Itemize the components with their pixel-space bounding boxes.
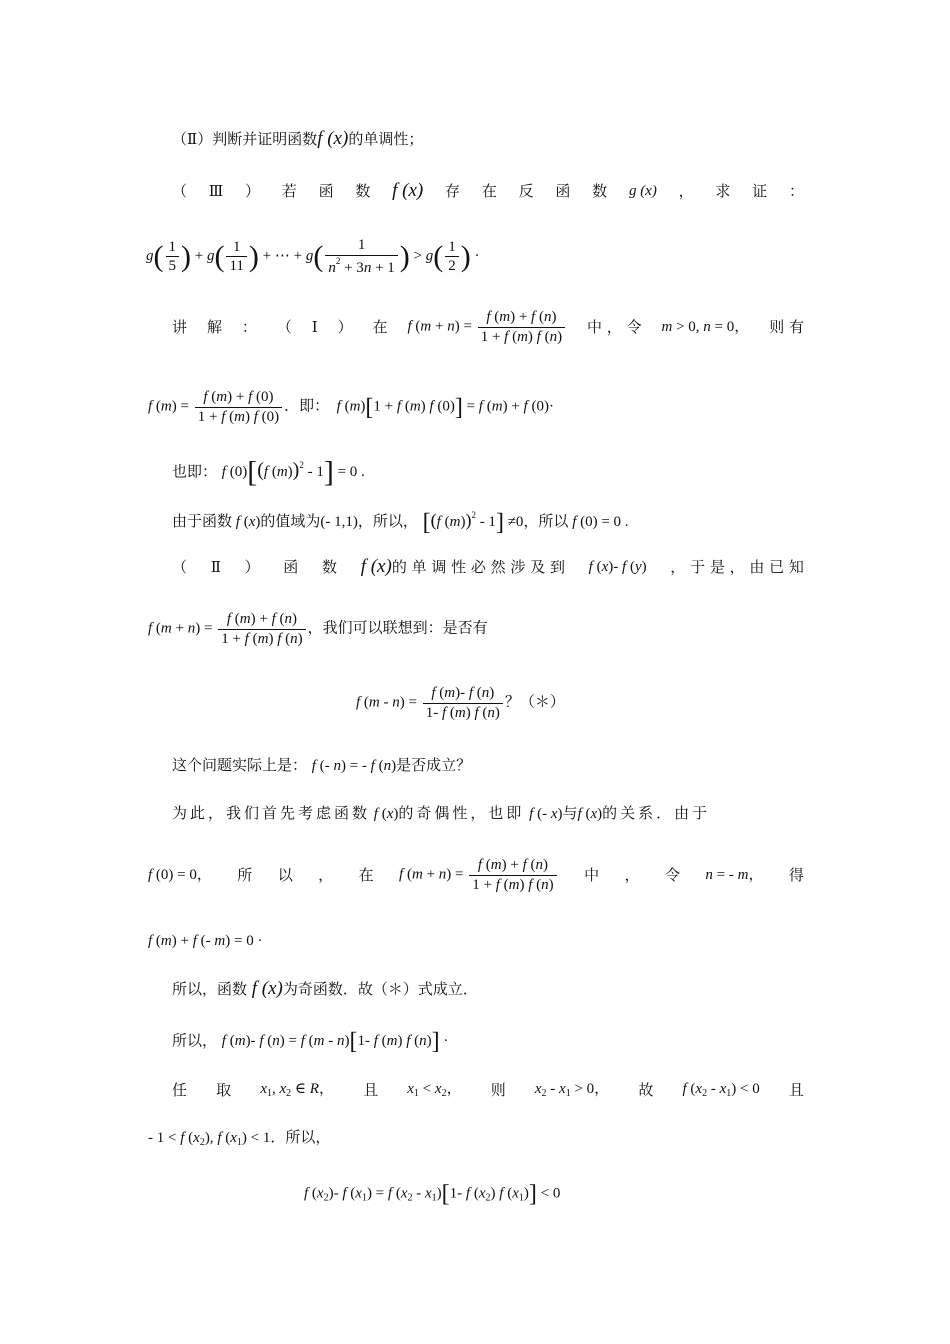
text: 则 有 [769, 318, 804, 337]
line-explain-i [172, 308, 804, 347]
text: 的 单 调 性 必 然 涉 及 到 [391, 558, 565, 576]
char: ） [337, 318, 353, 337]
text: 为奇函数．故（＊）式成立． [282, 980, 478, 998]
text: ，所以 [523, 512, 569, 530]
char: 函 [555, 182, 571, 201]
formula-fx: f (x) [317, 128, 349, 149]
char: （ [276, 318, 292, 337]
line-final-inequality: f $(x_2)-$ f $(x_1) = f$ $(x_2 - x_1)[1-$ f $(x_2)$ f $(x_1)] < 0$ [304, 1181, 561, 1207]
char: 任 [172, 1081, 188, 1099]
char: ： [788, 182, 804, 201]
text: 且 [363, 1081, 379, 1099]
char: 若 [281, 182, 297, 201]
text: ，所以， [357, 512, 418, 530]
text: ．所以， [270, 1128, 331, 1146]
text: ， 于 是 ， 由 已 知 [670, 558, 804, 577]
text: 与 [562, 804, 578, 822]
text: 的值域为 [260, 512, 321, 530]
line-fm-f0: f (m) = $\frac{f (m) + f (0)}{1 + f (m) f (0)}$ ．即： f (m)[1 + f (m) f (0)] = f (m) + f (0)· [148, 389, 554, 425]
char: ， [318, 866, 334, 885]
text: 且 [788, 1081, 804, 1099]
char: Ⅰ [311, 318, 318, 337]
char: ： [241, 318, 257, 337]
char: 讲 [172, 318, 188, 337]
text: 为此，我们首先考虑函数 [172, 804, 371, 822]
formula-inequality: g( $\frac{1}{5}$ ) + g( $\frac{1}{11}$ ) + ⋯ + g( $\frac{1}{n^2 + 3n + 1}$ ) > g( $\frac{1}{2}$ ) · [146, 237, 480, 276]
line-take-x: 任 取 $x_1$, $x_2$ ∈ R， 且 $x_1 < x_2$， 则 $x_2 - x_1 > 0$， 故 f $(x_2 - x_1) < 0$ 且 [172, 1081, 804, 1099]
line-part-ii [172, 128, 423, 151]
text: 的奇偶性，也即 [398, 804, 525, 822]
line-bounds: - 1 < f $(x_2)$, f $(x_1) < 1$．所以， [148, 1128, 331, 1148]
text-monotonic: 的单调性； [348, 130, 424, 148]
char: 在 [358, 866, 374, 885]
line-let-n: f (0) = 0， 所 以 ， 在 f (m + n) = $\frac{f (m) + f (n)}{1 + f (m) f (n)}$ 中 ， 令 n = - m， 得 [148, 857, 804, 893]
char: 函 [318, 182, 334, 201]
line-parity: 为此，我们首先考虑函数 f (x)的奇偶性，也即 f (- x)与f (x)的关系．由于 [172, 804, 711, 822]
formula-fmn: f (m + n) = $\frac{f (m) + f (n)}{1 + f (m) f (n)}$ [407, 308, 567, 347]
char: 数 [355, 182, 371, 201]
char: 数 [592, 182, 608, 201]
text: ？（＊） [504, 692, 565, 711]
formula-fx: f (x) [392, 180, 424, 201]
char: （ [172, 558, 188, 577]
text: 得 [788, 866, 804, 885]
text: 所以， [172, 1031, 218, 1050]
char: ， [678, 182, 694, 201]
char: （ [172, 182, 188, 201]
line-difference: 所以， f (m)- f (n) = f (m - n)[1- f (m) f (n)] · [172, 1029, 449, 1055]
line-odd-conclusion: 所以，函数 f (x)为奇函数．故（＊）式成立． [172, 978, 478, 999]
char: 在 [372, 318, 388, 337]
char: 解 [206, 318, 222, 337]
line-part-iii [172, 180, 804, 203]
char: 取 [216, 1081, 232, 1099]
text: 这个问题实际上是： [172, 756, 308, 774]
formula-m-n: m > 0, n = 0， [661, 319, 750, 336]
char: 证 [752, 182, 768, 201]
char: Ⅲ [208, 182, 224, 201]
text: 则 [490, 1081, 506, 1099]
line-question: 这个问题实际上是： f (- n) = - f (n)是否成立？ [172, 756, 472, 774]
text: 中 ， 令 [587, 318, 642, 337]
text: 故 [638, 1081, 654, 1099]
char: ） [244, 558, 260, 577]
line-part-ii-analysis: （ Ⅱ ） 函 数 f (x)的 单 调 性 必 然 涉 及 到 f (x)- f (y) ， 于 是 ， 由 已 知 [172, 556, 804, 577]
text: 由于函数 [172, 512, 233, 530]
text: 也即： [172, 462, 218, 481]
char: 所 [237, 866, 253, 885]
char: 反 [518, 182, 534, 201]
char: 数 [322, 558, 338, 577]
text: 的关系．由于 [602, 804, 711, 822]
line-odd: f (m) + f (- m) = 0 · [148, 933, 263, 949]
char: 求 [715, 182, 731, 201]
formula-gx: g (x) [628, 183, 657, 200]
char: 存 [445, 182, 461, 201]
line-given: f (m + n) = $\frac{f (m) + f (n)}{1 + f (m) f (n)}$ ，我们可以联想到：是否有 [148, 611, 488, 647]
char: ） [245, 182, 261, 201]
char: 在 [481, 182, 497, 201]
text: ，我们可以联想到：是否有 [307, 618, 488, 637]
char: ， [624, 866, 640, 885]
text: 所以，函数 [172, 980, 248, 998]
char: 中 [584, 866, 600, 885]
line-yeji: 也即： f (0)[(f (m))$^2$ - 1] = 0 . [172, 456, 365, 489]
char: 函 [283, 558, 299, 577]
char: Ⅱ [210, 558, 221, 577]
text: 是否成立？ [396, 756, 472, 774]
text: ．即： [284, 396, 330, 415]
char: 以 [277, 866, 293, 885]
text-part-ii: （Ⅱ）判断并证明函数 [172, 130, 318, 148]
char: 令 [664, 866, 680, 885]
line-range: 由于函数 f (x)的值域为(- 1,1)，所以， [(f (m))$^2$ - 1] ≠0，所以 f (0) = 0 . [172, 509, 629, 536]
line-conjecture: f (m - n) = $\frac{f (m)- f (n)}{1- f (m) f (n)}$ ？（＊） [356, 685, 565, 721]
